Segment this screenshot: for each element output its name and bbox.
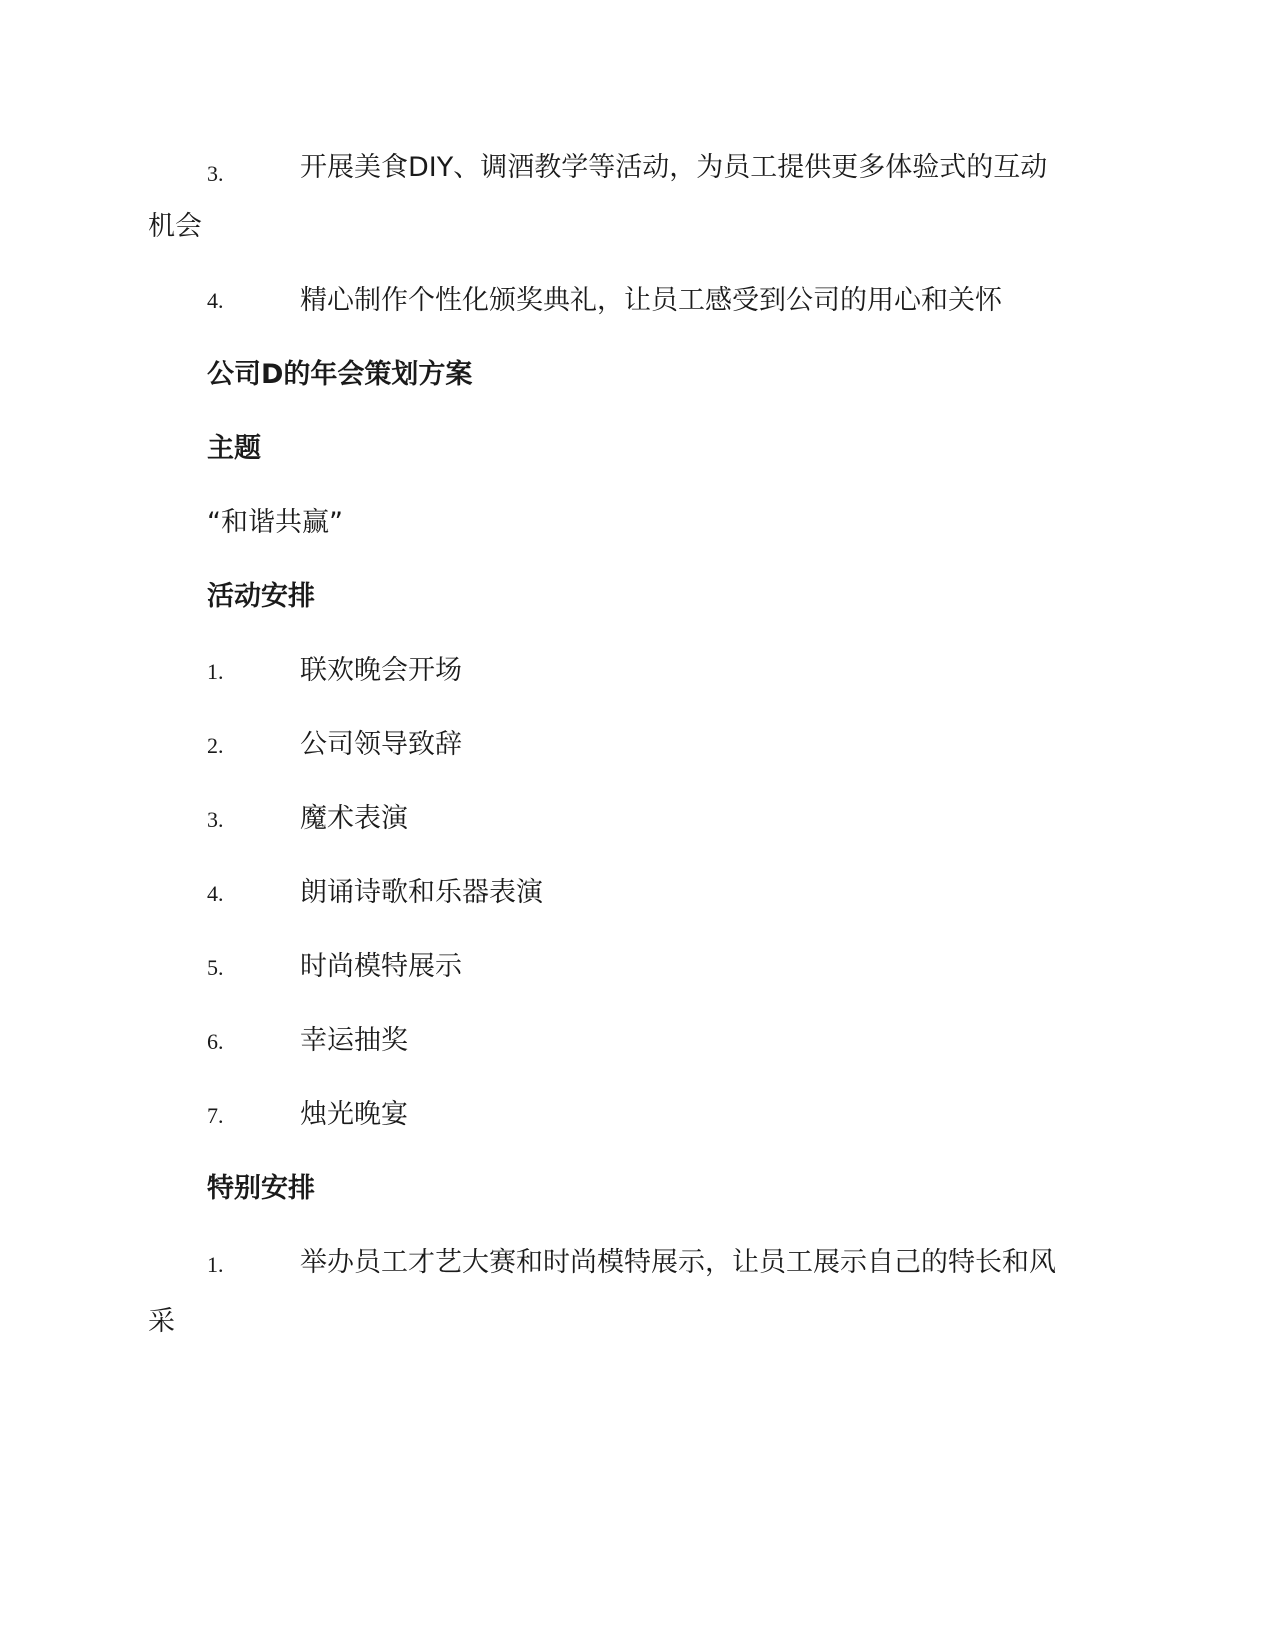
special-heading: 特别安排 bbox=[207, 1173, 315, 1204]
list-number: 3. bbox=[207, 161, 224, 186]
list-number: 1. bbox=[207, 659, 224, 684]
list-item-text: 幸运抽奖 bbox=[300, 1025, 408, 1056]
list-item-text: 朗诵诗歌和乐器表演 bbox=[300, 877, 543, 908]
list-number: 2. bbox=[207, 733, 224, 758]
list-number: 1. bbox=[207, 1252, 224, 1277]
theme-value: “和谐共赢” bbox=[207, 507, 343, 538]
list-item-text: 烛光晚宴 bbox=[300, 1099, 408, 1130]
list-item-text: 时尚模特展示 bbox=[300, 951, 462, 982]
list-item-text: 举办员工才艺大赛和时尚模特展示，让员工展示自己的特长和风 bbox=[300, 1247, 1056, 1278]
list-number: 3. bbox=[207, 807, 224, 832]
list-number: 7. bbox=[207, 1103, 224, 1128]
list-item-text: 精心制作个性化颁奖典礼，让员工感受到公司的用心和关怀 bbox=[300, 285, 1002, 316]
list-item-text: 魔术表演 bbox=[300, 803, 408, 834]
activities-heading: 活动安排 bbox=[207, 581, 315, 612]
list-item-continuation: 采 bbox=[148, 1306, 175, 1337]
list-number: 4. bbox=[207, 288, 224, 313]
theme-heading: 主题 bbox=[207, 433, 261, 464]
list-item-continuation: 机会 bbox=[148, 211, 202, 242]
section-title: 公司D的年会策划方案 bbox=[207, 359, 473, 390]
list-item-text: 公司领导致辞 bbox=[300, 729, 462, 760]
list-number: 6. bbox=[207, 1029, 224, 1054]
list-number: 5. bbox=[207, 955, 224, 980]
list-number: 4. bbox=[207, 881, 224, 906]
list-item-text: 联欢晚会开场 bbox=[300, 655, 462, 686]
list-item-text: 开展美食DIY、调酒教学等活动，为员工提供更多体验式的互动 bbox=[300, 152, 1048, 183]
